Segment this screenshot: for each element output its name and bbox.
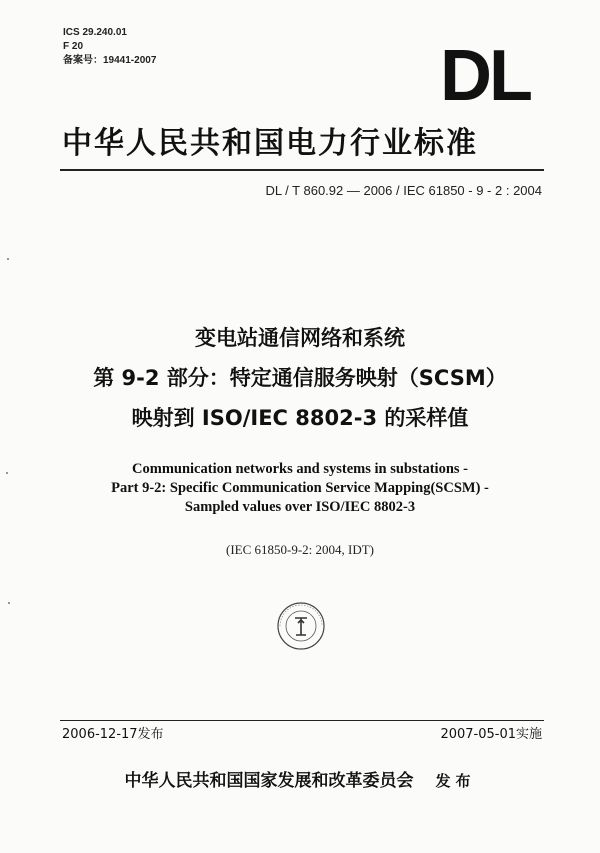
english-title xyxy=(0,460,600,517)
issuer-line xyxy=(0,766,600,791)
record-number: 备案号：19441-2007 xyxy=(63,55,157,66)
chinese-title-line-3: 映射到 ISO/IEC 8802-3 的采样值 xyxy=(131,406,469,430)
standard-number: DL / T 860.92 — 2006 / IEC 61850 - 9 - 2 : 2004 xyxy=(265,183,542,198)
chinese-title-line-1: 变电站通信网络和系统 xyxy=(195,326,405,350)
scan-speck xyxy=(6,472,8,474)
publisher-seal-icon xyxy=(276,601,326,651)
release-label: 发布 xyxy=(435,772,476,790)
equivalence-note: (IEC 61850-9-2: 2004, IDT) xyxy=(225,542,375,557)
classification-block xyxy=(63,26,156,68)
english-title-line-3: Sampled values over ISO/IEC 8802-3 xyxy=(184,499,416,515)
scan-speck xyxy=(8,602,10,604)
issuing-authority: 中华人民共和国国家发展和改革委员会 xyxy=(124,771,414,791)
class-code: F 20 xyxy=(63,41,84,52)
dl-logo: DL xyxy=(440,36,530,116)
english-title-line-1: Communication networks and systems in substations - xyxy=(132,461,468,477)
standard-title: 中华人民共和国电力行业标准 xyxy=(62,126,478,161)
english-title-line-2: Part 9-2: Specific Communication Service Mapping(SCSM) - xyxy=(111,480,489,496)
ics-code: ICS 29.240.01 xyxy=(63,27,127,38)
issue-date: 2006-12-17发布 xyxy=(62,727,164,742)
chinese-title-line-2: 第 9-2 部分：特定通信服务映射（SCSM） xyxy=(93,366,507,390)
header-divider xyxy=(60,169,544,171)
footer-divider xyxy=(60,720,544,721)
scan-speck xyxy=(7,258,9,260)
chinese-title xyxy=(0,318,600,438)
effective-date: 2007-05-01实施 xyxy=(440,727,542,742)
